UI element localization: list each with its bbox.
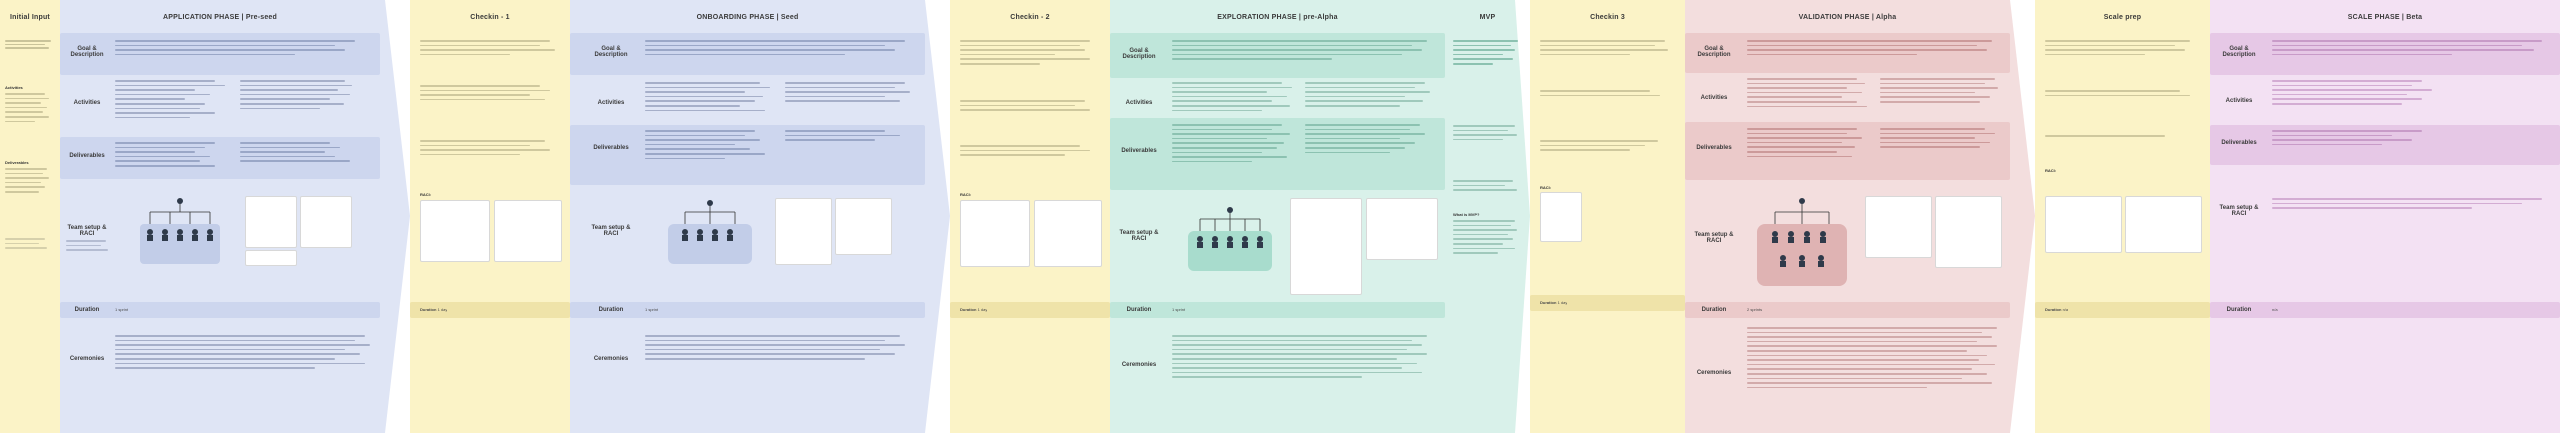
checkin3-duration: Duration 1 day	[1540, 301, 1568, 305]
goal-text	[2272, 40, 2552, 55]
mvp-deliverables	[1453, 180, 1523, 191]
ceremonies-label: Ceremonies	[1696, 370, 1732, 376]
initial-activities-lines	[5, 93, 53, 122]
checkin2-activities	[960, 100, 1100, 111]
stage-onboarding	[570, 0, 925, 433]
scaleprep-raci-label: RACI:	[2045, 168, 2057, 173]
team-notes	[66, 240, 111, 251]
activities-col2	[1880, 78, 2005, 103]
scaleprep-duration: Duration n/a	[2045, 308, 2069, 312]
raci-card-1	[1290, 198, 1362, 295]
deliverables-label: Deliverables	[1696, 145, 1732, 151]
activities-list	[2272, 80, 2552, 105]
stage-application	[60, 0, 380, 433]
checkin2-duration: Duration 1 day	[960, 308, 988, 312]
mvp-activities	[1453, 125, 1523, 140]
ceremonies-label: Ceremonies	[69, 356, 105, 362]
checkin1-deliverables	[420, 140, 560, 155]
activities-col2	[240, 80, 360, 109]
team-structure-icon	[1180, 205, 1280, 275]
mvp-what-is-label: What is MVP?	[1453, 212, 1480, 217]
stage-title: Checkin - 2	[1010, 14, 1050, 21]
deliverables-col2	[785, 130, 915, 141]
ceremonies-text	[1172, 335, 1437, 378]
activities-col2	[785, 82, 915, 102]
goal-label: Goal & Description	[70, 46, 104, 58]
activities-label: Activities	[73, 100, 101, 106]
ceremonies-text	[645, 335, 915, 360]
team-diagram	[130, 196, 230, 266]
checkin1-raci-card-1	[420, 200, 490, 262]
duration-band	[1110, 302, 1445, 318]
goal-label: Goal & Description	[1122, 48, 1156, 60]
activities-col1	[1747, 78, 1872, 107]
deliverables-label: Deliverables	[69, 153, 105, 159]
deliverables-label: Deliverables	[593, 145, 629, 151]
team-diagram	[660, 198, 760, 268]
mvp-description	[1453, 220, 1523, 254]
raci-card-2	[835, 198, 892, 255]
raci-card-3	[245, 250, 297, 266]
team-label: Team setup & RACI	[1694, 232, 1734, 244]
activities-label: Activities	[1700, 95, 1728, 101]
scaleprep-raci-card-1	[2045, 196, 2122, 253]
duration-value: n/a	[2272, 308, 2278, 312]
initial-goal-text	[5, 40, 55, 62]
deliverables-col1	[645, 130, 775, 159]
ceremonies-text	[115, 335, 375, 369]
duration-label: Duration	[1126, 307, 1152, 313]
goal-label: Goal & Description	[2222, 46, 2256, 58]
ceremonies-label: Ceremonies	[593, 356, 629, 362]
stage-title: Checkin 3	[1590, 14, 1625, 21]
team-text	[2272, 198, 2552, 209]
checkin1-goal	[420, 40, 560, 55]
raci-card-2	[300, 196, 352, 248]
checkin1-raci-card-2	[494, 200, 562, 262]
initial-activities-label: Activities	[5, 85, 23, 90]
initial-notes	[5, 238, 53, 249]
activities-col1	[645, 82, 775, 111]
stage-title: MVP	[1479, 14, 1496, 21]
raci-card-2	[1935, 196, 2002, 268]
team-structure-icon	[1747, 196, 1857, 291]
stage-title: ONBOARDING PHASE | Seed	[696, 14, 799, 21]
goal-label: Goal & Description	[594, 46, 628, 58]
team-diagram	[1747, 196, 1857, 291]
goal-text	[115, 40, 365, 55]
raci-card-1	[1865, 196, 1932, 258]
raci-card-1	[775, 198, 832, 265]
checkin1-duration: Duration 1 day	[420, 308, 448, 312]
deliverables-col1	[115, 142, 230, 167]
team-diagram	[1180, 205, 1280, 275]
checkin2-raci-label: RACI:	[960, 192, 972, 197]
duration-band	[60, 302, 380, 318]
stage-title: Scale prep	[2103, 14, 2142, 21]
stage-title: VALIDATION PHASE | Alpha	[1798, 14, 1897, 21]
team-label: Team setup & RACI	[2219, 205, 2259, 217]
deliverables-col2	[240, 142, 360, 162]
stage-title: SCALE PHASE | Beta	[2347, 14, 2423, 21]
stage-checkin-2	[950, 0, 1110, 433]
activities-label: Activities	[1125, 100, 1153, 106]
goal-text	[1747, 40, 2002, 55]
stage-title: APPLICATION PHASE | Pre-seed	[162, 14, 277, 21]
duration-label: Duration	[74, 307, 100, 313]
deliverables-label: Deliverables	[2221, 140, 2257, 146]
deliverables-col1	[1747, 128, 1872, 157]
mvp-goal	[1453, 40, 1523, 65]
duration-band	[2210, 302, 2560, 318]
duration-value: 1 sprint	[115, 308, 129, 312]
stage-initial-input	[0, 0, 60, 433]
scaleprep-activities	[2045, 90, 2200, 96]
stage-title: EXPLORATION PHASE | pre-Alpha	[1217, 14, 1338, 21]
team-label: Team setup & RACI	[591, 225, 631, 237]
initial-deliverables-label: Deliverables	[5, 160, 29, 165]
duration-value: 1 sprint	[1172, 308, 1186, 312]
ceremonies-label: Ceremonies	[1121, 362, 1157, 368]
checkin3-goal	[1540, 40, 1675, 55]
duration-label: Duration	[598, 307, 624, 313]
stage-exploration	[1110, 0, 1445, 433]
goal-text	[1172, 40, 1437, 60]
activities-col1	[1172, 82, 1297, 111]
team-label: Team setup & RACI	[67, 225, 107, 237]
stage-checkin-1	[410, 0, 570, 433]
checkin1-raci-label: RACI:	[420, 192, 432, 197]
stage-scale	[2210, 0, 2560, 433]
checkin2-raci-card-1	[960, 200, 1030, 267]
stage-title: Initial Input	[10, 14, 50, 21]
checkin2-goal	[960, 40, 1100, 65]
scaleprep-raci-card-2	[2125, 196, 2202, 253]
team-structure-icon	[130, 196, 230, 266]
deliverables-col2	[1880, 128, 2005, 148]
team-label: Team setup & RACI	[1119, 230, 1159, 242]
duration-label: Duration	[1701, 307, 1727, 313]
activities-label: Activities	[597, 100, 625, 106]
deliverables-col1	[1172, 124, 1297, 162]
stage-validation	[1685, 0, 2010, 433]
initial-deliverables-lines	[5, 168, 53, 193]
duration-value: 2 sprints	[1747, 308, 1763, 312]
checkin3-activities	[1540, 90, 1675, 96]
team-structure-icon	[660, 198, 760, 268]
checkin2-raci-card-2	[1034, 200, 1102, 267]
checkin3-raci-card-1	[1540, 192, 1582, 242]
checkin3-raci-label: RACI:	[1540, 185, 1552, 190]
checkin2-deliverables	[960, 145, 1100, 156]
ceremonies-text	[1747, 327, 2005, 388]
deliverables-label: Deliverables	[1121, 148, 1157, 154]
activities-col2	[1305, 82, 1435, 107]
raci-card-1	[245, 196, 297, 248]
raci-card-2	[1366, 198, 1438, 260]
checkin3-deliverables	[1540, 140, 1675, 151]
activities-col1	[115, 80, 230, 118]
stage-scale-prep	[2035, 0, 2210, 433]
stage-mvp	[1445, 0, 1530, 433]
activities-label: Activities	[2225, 98, 2253, 104]
scaleprep-goal	[2045, 40, 2200, 55]
checkin1-activities	[420, 85, 560, 100]
deliverables-col2	[1305, 124, 1435, 153]
stage-checkin-3	[1530, 0, 1685, 433]
goal-label: Goal & Description	[1697, 46, 1731, 58]
goal-text	[645, 40, 915, 55]
scaleprep-deliverables	[2045, 135, 2200, 137]
deliverables-list	[2272, 130, 2552, 145]
duration-value: 1 sprint	[645, 308, 659, 312]
stage-title: Checkin - 1	[470, 14, 510, 21]
duration-label: Duration	[2226, 307, 2252, 313]
